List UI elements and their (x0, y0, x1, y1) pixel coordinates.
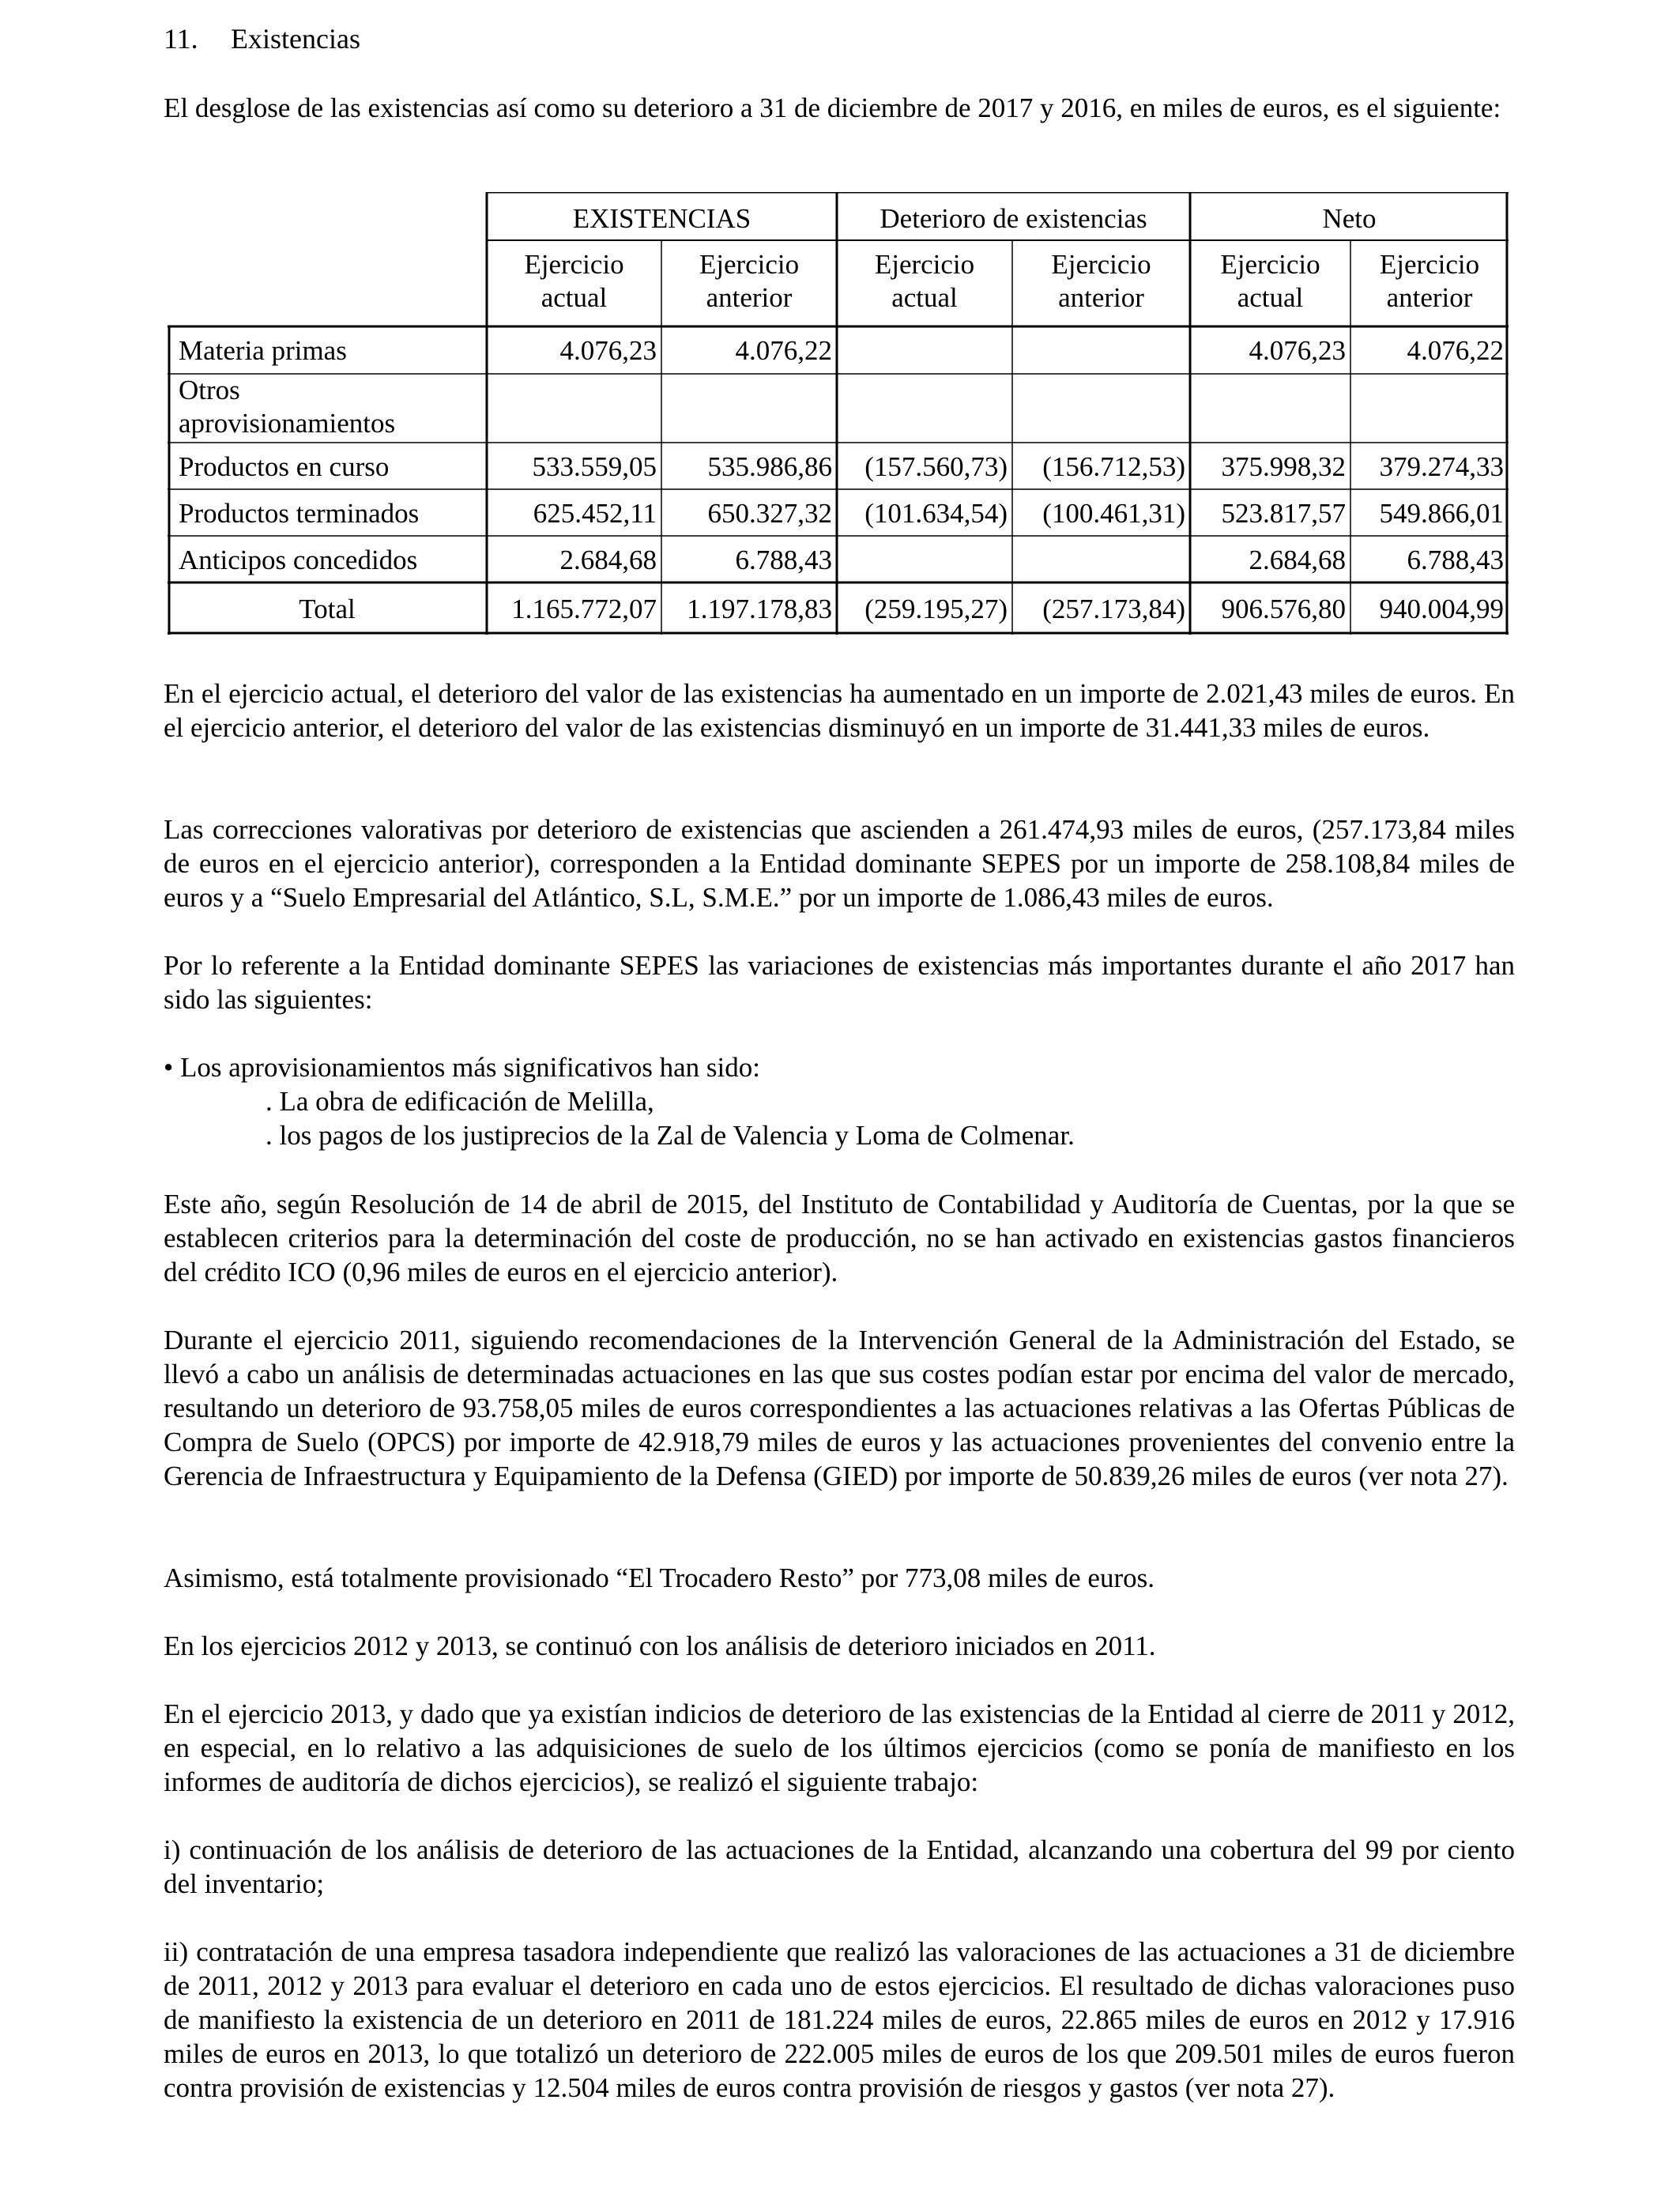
inventory-table (168, 192, 1509, 635)
paragraph-item-i: i) continuación de los análisis de deterioro de las actuaciones de la Entidad, alcanzando una cobertura del 99 por ciento del inventario; (164, 1834, 1515, 1899)
table-cell: (156.712,53) (1042, 451, 1185, 482)
table-cell: 379.274,33 (1379, 451, 1504, 482)
intro-paragraph: El desglose de las existencias así como su deterioro a 31 de diciembre de 2017 y 2016, en miles de euros, es el siguiente: (164, 92, 1501, 123)
table-cell: 523.817,57 (1221, 498, 1346, 529)
table-cell: 6.788,43 (735, 545, 832, 575)
table-cell: 6.788,43 (1407, 545, 1504, 575)
total-cell: (259.195,27) (864, 594, 1008, 624)
row-label-otros-aprovisionamientos: Otros aprovisionamientos (179, 375, 396, 439)
section-title: Existencias (231, 23, 360, 55)
row-label-total: Total (299, 594, 356, 624)
paragraph-deterioro-variacion: En el ejercicio actual, el deterioro del valor de las existencias ha aumentado en un importe de 2.021,43 miles de euros. En el ejercicio anterior, el deterioro del valor de las existencias disminuyó en un importe de 31.441,33 miles de euros. (164, 678, 1515, 743)
table-cell: 375.998,32 (1221, 451, 1346, 482)
table-cell: 4.076,22 (1407, 335, 1504, 366)
table-cell: 4.076,22 (735, 335, 832, 366)
bullet-item-justiprecios: . los pagos de los justiprecios de la Zal de Valencia y Loma de Colmenar. (266, 1120, 1075, 1151)
bullet-aprovisionamientos: • Los aprovisionamientos más significativos han sido: (164, 1052, 760, 1083)
subheader-neto-anterior: Ejercicio anterior (1379, 249, 1480, 313)
table-cell: (100.461,31) (1042, 498, 1185, 529)
paragraph-resolucion-icac: Este año, según Resolución de 14 de abril de 2015, del Instituto de Contabilidad y Auditoría de Cuentas, por la que se establecen criterios para la determinación del coste de producción, no se han activado en existencias gastos financieros del crédito ICO (0,96 miles de euros en el ejercicio anterior). (164, 1189, 1515, 1287)
paragraph-correcciones-valorativas: Las correcciones valorativas por deterioro de existencias que ascienden a 261.474,93 miles de euros, (257.173,84 miles de euros en el ejercicio anterior), corresponden a la Entidad dominante SEPES por un importe de 258.108,84 miles de euros y a “Suelo Empresarial del Atlántico, S.L, S.M.E.” por un importe de 1.086,43 miles de euros. (164, 814, 1515, 913)
paragraph-variaciones-sepes: Por lo referente a la Entidad dominante SEPES las variaciones de existencias más importantes durante el año 2017 han sido las siguientes: (164, 950, 1515, 1015)
table-cell: 625.452,11 (533, 498, 657, 529)
total-cell: 906.576,80 (1221, 594, 1346, 624)
total-cell: 1.197.178,83 (687, 594, 832, 624)
subheader-deterioro-anterior: Ejercicio anterior (1051, 249, 1151, 313)
row-label-materia-primas: Materia primas (179, 335, 347, 366)
subheader-existencias-anterior: Ejercicio anterior (699, 249, 800, 313)
row-label-anticipos-concedidos: Anticipos concedidos (179, 545, 418, 575)
subheader-existencias-actual: Ejercicio actual (524, 249, 624, 313)
table-cell: 549.866,01 (1379, 498, 1504, 529)
section-heading (164, 22, 360, 55)
section-number: 11. (164, 23, 198, 55)
header-neto: Neto (1322, 203, 1377, 234)
subheader-neto-actual: Ejercicio actual (1220, 249, 1320, 313)
table-cell: 535.986,86 (707, 451, 832, 482)
table-cell: 2.684,68 (1249, 545, 1346, 575)
subheader-deterioro-actual: Ejercicio actual (874, 249, 975, 313)
total-cell: 1.165.772,07 (511, 594, 657, 624)
row-label-productos-en-curso: Productos en curso (179, 451, 390, 482)
table-cell: 4.076,23 (559, 335, 657, 366)
table-cell: (101.634,54) (864, 498, 1008, 529)
paragraph-ejercicio-2011: Durante el ejercicio 2011, siguiendo recomendaciones de la Intervención General de la Administración del Estado, se llevó a cabo un análisis de determinadas actuaciones en las que sus costes podían estar por encima del valor de mercado, resultando un deterioro de 93.758,05 miles de euros correspondientes a las actuaciones relativas a las Ofertas Públicas de Compra de Suelo (OPCS) por importe de 42.918,79 miles de euros y las actuaciones provenientes del convenio entre la Gerencia de Infraestructura y Equipamiento de la Defensa (GIED) por importe de 50.839,26 miles de euros (ver nota 27). (164, 1325, 1515, 1491)
header-deterioro: Deterioro de existencias (880, 203, 1147, 234)
paragraph-item-ii: ii) contratación de una empresa tasadora independiente que realizó las valoraciones de las actuaciones a 31 de diciembre de 2011, 2012 y 2013 para evaluar el deterioro en cada uno de estos ejercicios. El resultado de dichas valoraciones puso de manifiesto la existencia de un deterioro en 2011 de 181.224 miles de euros, 22.865 miles de euros en 2012 y 17.916 miles de euros en 2013, lo que totalizó un deterioro de 222.005 miles de euros de los que 209.501 miles de euros fueron contra provisión de existencias y 12.504 miles de euros contra provisión de riesgos y gastos (ver nota 27). (164, 1936, 1515, 2103)
table-cell: (157.560,73) (864, 451, 1008, 482)
header-existencias: EXISTENCIAS (572, 203, 751, 234)
table-cell: 2.684,68 (559, 545, 657, 575)
table-cell: 650.327,32 (707, 498, 832, 529)
total-cell: 940.004,99 (1379, 594, 1504, 624)
paragraph-trocadero: Asimismo, está totalmente provisionado “El Trocadero Resto” por 773,08 miles de euros. (164, 1563, 1155, 1593)
table-cell: 4.076,23 (1249, 335, 1346, 366)
row-label-productos-terminados: Productos terminados (179, 498, 420, 529)
paragraph-ejercicios-2012-2013: En los ejercicios 2012 y 2013, se continuó con los análisis de deterioro iniciados en 2011. (164, 1630, 1156, 1661)
paragraph-ejercicio-2013: En el ejercicio 2013, y dado que ya existían indicios de deterioro de las existencias de la Entidad al cierre de 2011 y 2012, en especial, en lo relativo a las adquisiciones de suelo de los últimos ejercicios (como se ponía de manifiesto en los informes de auditoría de dichos ejercicios), se realizó el siguiente trabajo: (164, 1698, 1515, 1797)
bullet-item-melilla: . La obra de edificación de Melilla, (266, 1086, 654, 1117)
total-cell: (257.173,84) (1042, 594, 1185, 624)
table-cell: 533.559,05 (532, 451, 657, 482)
